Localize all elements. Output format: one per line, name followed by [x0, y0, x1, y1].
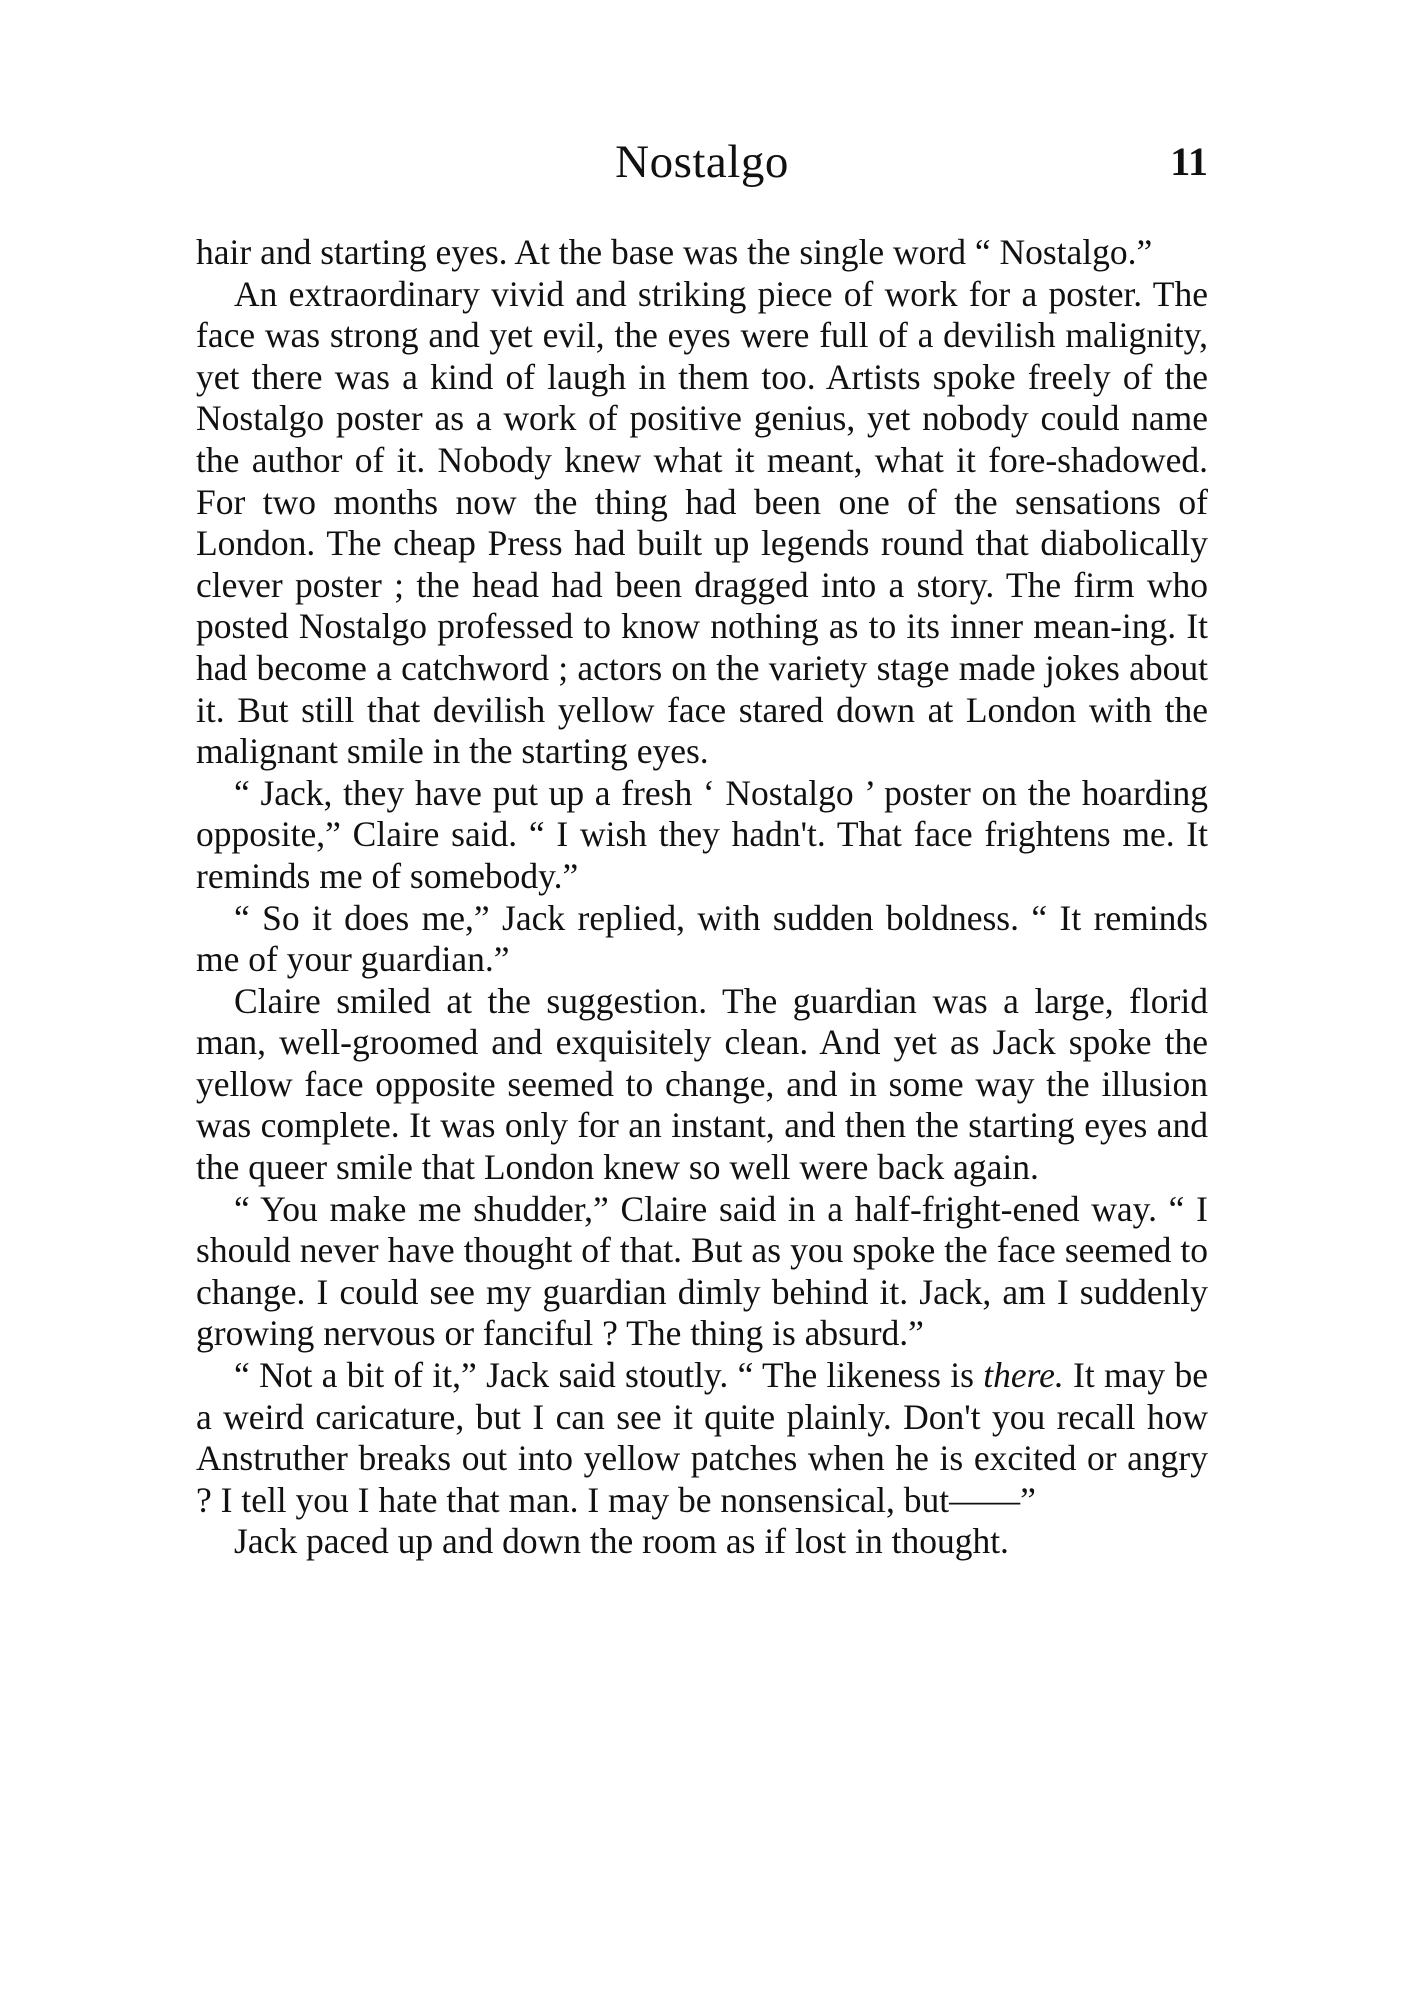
- paragraph-text: It may be a weird caricature, but I can see it quite plainly. Don't you recall how Anstruther breaks out into yellow patches when he is excited or angry ? I tell you I hate that man. I may be nonsensical, but——”: [196, 1355, 1208, 1520]
- body-text: [196, 232, 1208, 1563]
- paragraph: Claire smiled at the suggestion. The guardian was a large, florid man, well-groomed and exquisitely clean. And yet as Jack spoke the yellow face opposite seemed to change, and in some way the illusion was complete. It was only for an instant, and then the starting eyes and the queer smile that London knew so well were back again.: [196, 980, 1208, 1188]
- running-title: Nostalgo: [615, 136, 789, 188]
- paragraph: “ So it does me,” Jack replied, with sudden boldness. “ It reminds me of your guardian.”: [196, 897, 1208, 980]
- paragraph: hair and starting eyes. At the base was the single word “ Nostalgo.”: [196, 232, 1153, 272]
- paragraph: “ Jack, they have put up a fresh ‘ Nostalgo ’ poster on the hoarding opposite,” Claire said. “ I wish they hadn't. That face frightens me. It reminds me of somebody.”: [196, 772, 1208, 896]
- paragraph: “ You make me shudder,” Claire said in a half-fright-ened way. “ I should never have thought of that. But as you spoke the face seemed to change. I could see my guardian dimly behind it. Jack, am I suddenly growing nervous or fanciful ? The thing is absurd.”: [196, 1188, 1208, 1354]
- paragraph-text: “ Not a bit of it,” Jack said stoutly. “ The likeness is: [234, 1355, 984, 1396]
- emphasized-word: there.: [983, 1355, 1064, 1396]
- paragraph: [196, 1355, 1208, 1521]
- paragraph: An extraordinary vivid and striking piece of work for a poster. The face was strong and yet evil, the eyes were full of a devilish malignity, yet there was a kind of laugh in them too. Artists spoke freely of the Nostalgo poster as a work of positive genius, yet nobody could name the author of it. Nobody knew what it meant, what it fore-shadowed. For two months now the thing had been one of the sensations of London. The cheap Press had built up legends round that diabolically clever poster ; the head had been dragged into a story. The firm who posted Nostalgo professed to know nothing as to its inner mean-ing. It had become a catchword ; actors on the variety stage made jokes about it. But still that devilish yellow face stared down at London with the malignant smile in the starting eyes.: [196, 273, 1208, 772]
- paragraph: Jack paced up and down the room as if lost in thought.: [234, 1521, 1009, 1562]
- page-number: 11: [1170, 139, 1208, 184]
- running-head: [196, 132, 1208, 192]
